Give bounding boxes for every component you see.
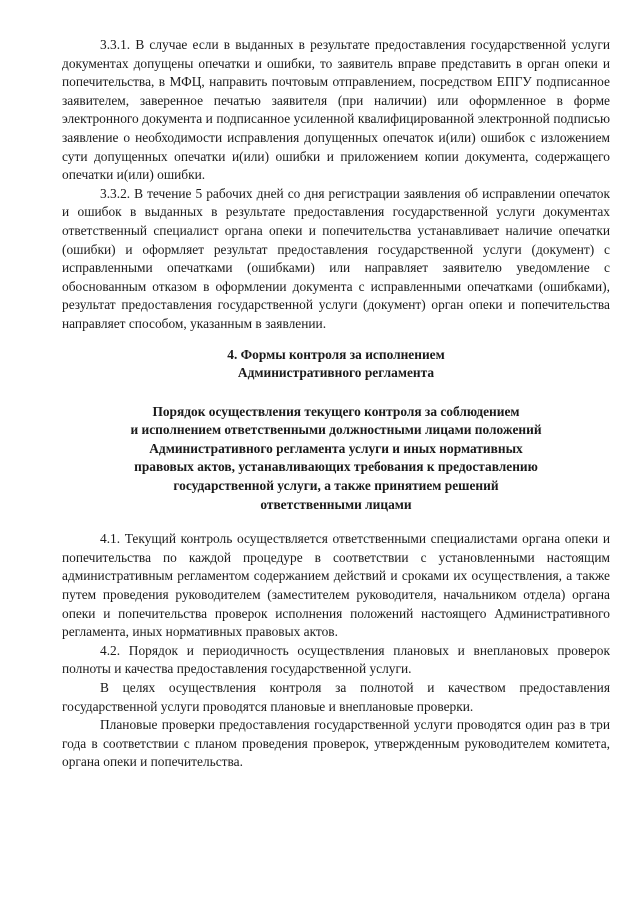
paragraph-planned-checks: Плановые проверки предоставления государственной услуги проводятся один раз в три года в соответствии с планом проведения проверок, утвержденным руководителем комитета, органа опеки и попечительства. (62, 717, 610, 770)
subheading-line: Административного регламента услуги и иных нормативных (149, 440, 523, 456)
section-4-heading-line: 4. Формы контроля за исполнением (227, 346, 445, 362)
paragraph-4-2: 4.2. Порядок и периодичность осуществления плановых и внеплановых проверок полноты и качества предоставления государственной услуги. (62, 642, 610, 677)
paragraph-4-1: 4.1. Текущий контроль осуществляется ответственными специалистами органа опеки и попечительства по каждой процедуре в соответствии с установленными настоящим административным регламентом содержанием действий и сроками их осуществления, а также путем проведения руководителем (заместителем руководителя, начальником отдела) органа опеки и попечительства проверок исполнения положений настоящего Административного регламента, иных нормативных правовых актов. (62, 531, 610, 640)
paragraph-3-3-1: 3.3.1. В случае если в выданных в результате предоставления государственной услуги документах допущены опечатки и ошибки, то заявитель вправе представить в орган опеки и попечительства, в МФЦ, направить почтовым отправлением, посредством ЕПГУ подписанное заявителем, заверенное печатью заявителя (при наличии) или оформленное в форме электронного документа и подписанное усиленной квалифицированной электронной подписью заявление о необходимости исправления допущенных опечаток и(или) ошибок с изложением сути допущенных опечатки и(или) ошибки и приложением копии документа, содержащего опечатки и(или) ошибки. (62, 37, 610, 183)
subheading-line: ответственными лицами (260, 496, 412, 512)
paragraph-control-goals: В целях осуществления контроля за полнотой и качеством предоставления государственной услуги проводятся плановые и внеплановые проверки. (62, 680, 610, 714)
control-procedure-subheading (62, 403, 610, 515)
subheading-line: Порядок осуществления текущего контроля за соблюдением (152, 403, 520, 419)
subheading-line: и исполнением ответственными должностными лицами положений (130, 422, 542, 438)
subheading-line: государственной услуги, а также принятием решений (173, 478, 499, 494)
section-4-heading-line: Административного регламента (237, 365, 435, 381)
document-page (62, 36, 610, 772)
section-4-heading (62, 346, 610, 383)
subheading-line: правовых актов, устанавливающих требования к предоставлению (134, 459, 538, 475)
paragraph-3-3-2: 3.3.2. В течение 5 рабочих дней со дня регистрации заявления об исправлении опечаток и ошибок в выданных в результате предоставления государственной услуги документах ответственный специалист органа опеки и попечительства устанавливает наличие опечатки (ошибки) и оформляет результат предоставления государственной услуги (документ) с исправленными опечатками (ошибками) или направляет заявителю уведомление с обоснованным отказом в оформлении документа с исправленными опечатками (ошибками), результат предоставления государственной услуги (документ) орган опеки и попечительства направляет способом, указанным в заявлении. (62, 185, 610, 331)
